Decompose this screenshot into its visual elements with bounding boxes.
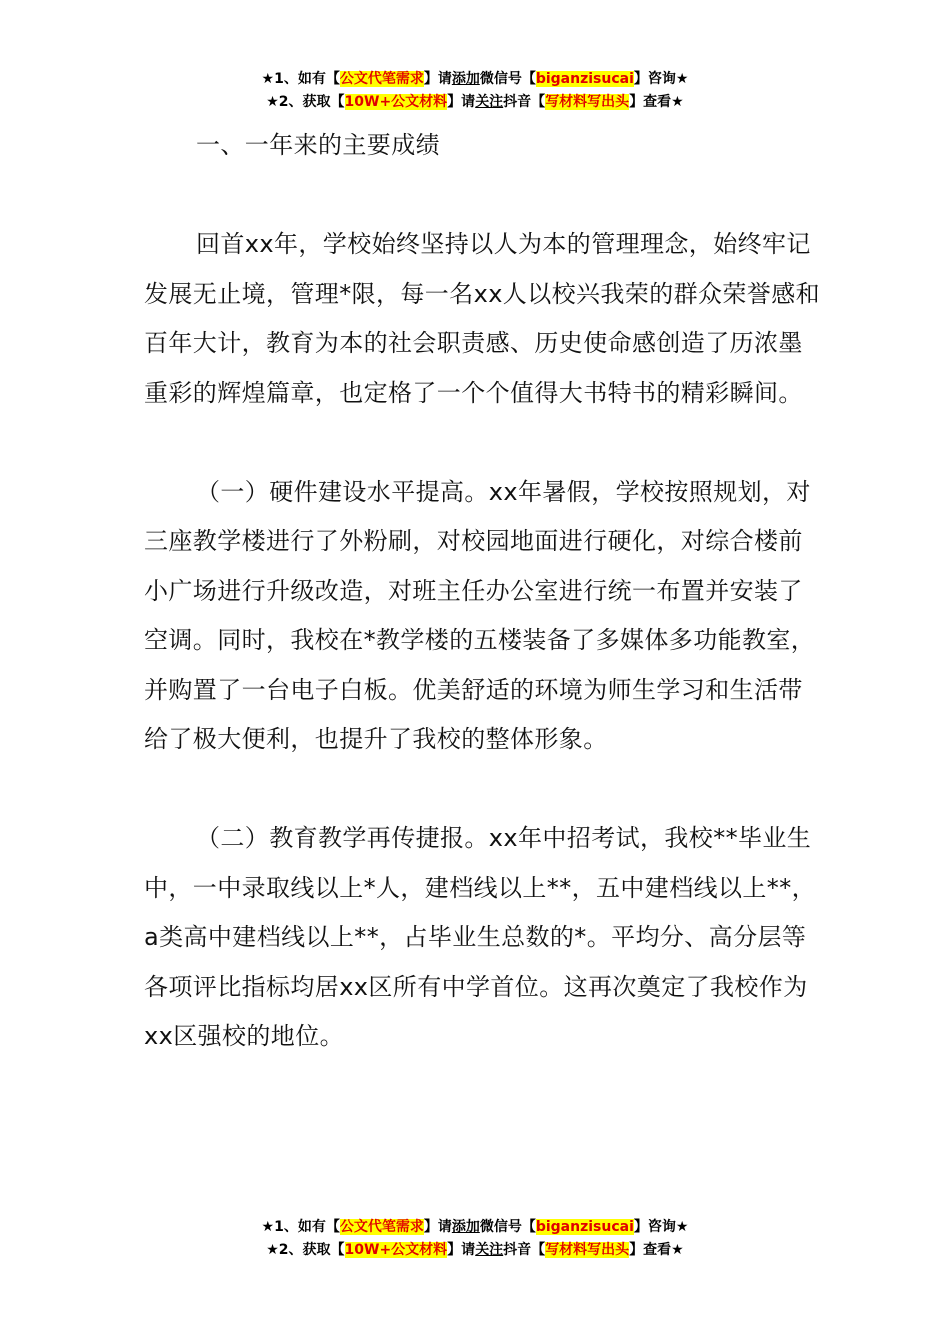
spacer — [144, 418, 824, 468]
promo-banner-bottom — [0, 1216, 950, 1262]
highlight-materials: 10W+公文材料 — [344, 94, 448, 110]
paragraph-hardware: （一）硬件建设水平提高。xx年暑假，学校按照规划，对三座教学楼进行了外粉刷，对校园地面进行硬化，对综合楼前小广场进行升级改造，对班主任办公室进行统一布置并安装了空调。同时，我校在*教学楼的五楼装备了多媒体多功能教室，并购置了一台电子白板。优美舒适的环境为师生学习和生活带给了极大便利，也提升了我校的整体形象。 — [144, 477, 816, 753]
promo-banner-top — [0, 68, 950, 114]
underline-add: 添加 — [451, 1219, 480, 1235]
section-heading: 一、一年来的主要成绩 — [196, 131, 440, 159]
highlight-douyin-id: 写材料写出头 — [545, 94, 630, 110]
highlight-service: 公文代笔需求 — [339, 1219, 424, 1235]
highlight-service: 公文代笔需求 — [339, 71, 424, 87]
promo-line-2: ★2、获取【10W+公文材料】请关注抖音【写材料写出头】查看★ — [266, 1242, 684, 1258]
spacer — [144, 765, 824, 815]
paragraph-teaching: （二）教育教学再传捷报。xx年中招考试，我校**毕业生中，一中录取线以上*人，建档线以上**，五中建档线以上**，a类高中建档线以上**，占毕业生总数的*。平均分、高分层等各项评比指标均居xx区所有中学首位。这再次奠定了我校作为xx区强校的地位。 — [144, 824, 816, 1050]
highlight-materials: 10W+公文材料 — [344, 1242, 448, 1258]
underline-add: 添加 — [451, 71, 480, 87]
promo-line-1: ★1、如有【公文代笔需求】请添加微信号【biganzisucai】咨询★ — [261, 71, 689, 87]
underline-follow: 关注 — [475, 1242, 504, 1258]
highlight-douyin-id: 写材料写出头 — [545, 1242, 630, 1258]
document-body — [144, 121, 824, 1062]
promo-line-2: ★2、获取【10W+公文材料】请关注抖音【写材料写出头】查看★ — [266, 94, 684, 110]
paragraph-intro: 回首xx年，学校始终坚持以人为本的管理理念，始终牢记发展无止境，管理*限，每一名xx人以校兴我荣的群众荣誉感和百年大计，教育为本的社会职责感、历史使命感创造了历浓墨重彩的辉煌篇章，也定格了一个个值得大书特书的精彩瞬间。 — [144, 230, 821, 407]
underline-follow: 关注 — [475, 94, 504, 110]
highlight-wechat-id: biganzisucai — [535, 1219, 634, 1235]
spacer — [144, 171, 824, 221]
promo-line-1: ★1、如有【公文代笔需求】请添加微信号【biganzisucai】咨询★ — [261, 1219, 689, 1235]
highlight-wechat-id: biganzisucai — [535, 71, 634, 87]
